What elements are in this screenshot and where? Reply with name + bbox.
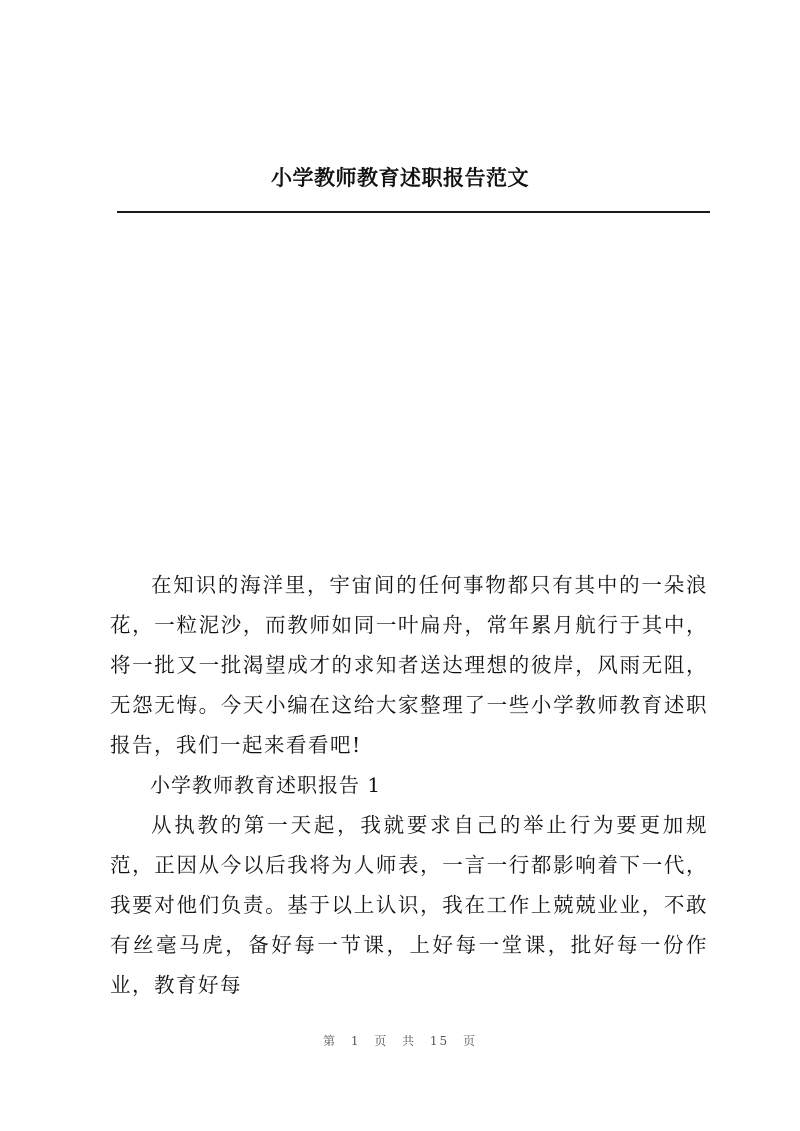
intro-paragraph: 在知识的海洋里，宇宙间的任何事物都只有其中的一朵浪花，一粒泥沙，而教师如同一叶扁舟，常年累月航行于其中，将一批又一批渴望成才的求知者送达理想的彼岸，风雨无阻，无怨无悔。今天小编在这给大家整理了一些小学教师教育述职报告，我们一起来看看吧! bbox=[110, 573, 708, 757]
page-number-footer: 第 1 页 共 15 页 bbox=[323, 1034, 477, 1048]
document-title: 小学教师教育述职报告范文 bbox=[271, 165, 529, 190]
section-heading: 小学教师教育述职报告 1 bbox=[150, 773, 382, 797]
title-underline-rule bbox=[117, 211, 710, 213]
document-body bbox=[110, 565, 708, 1005]
body-paragraph: 从执教的第一天起，我就要求自己的举止行为要更加规范，正因从今以后我将为人师表，一言一行都影响着下一代，我要对他们负责。基于以上认识，我在工作上兢兢业业，不敢有丝毫马虎，备好每一节课，上好每一堂课，批好每一份作业，教育好每 bbox=[110, 813, 708, 997]
